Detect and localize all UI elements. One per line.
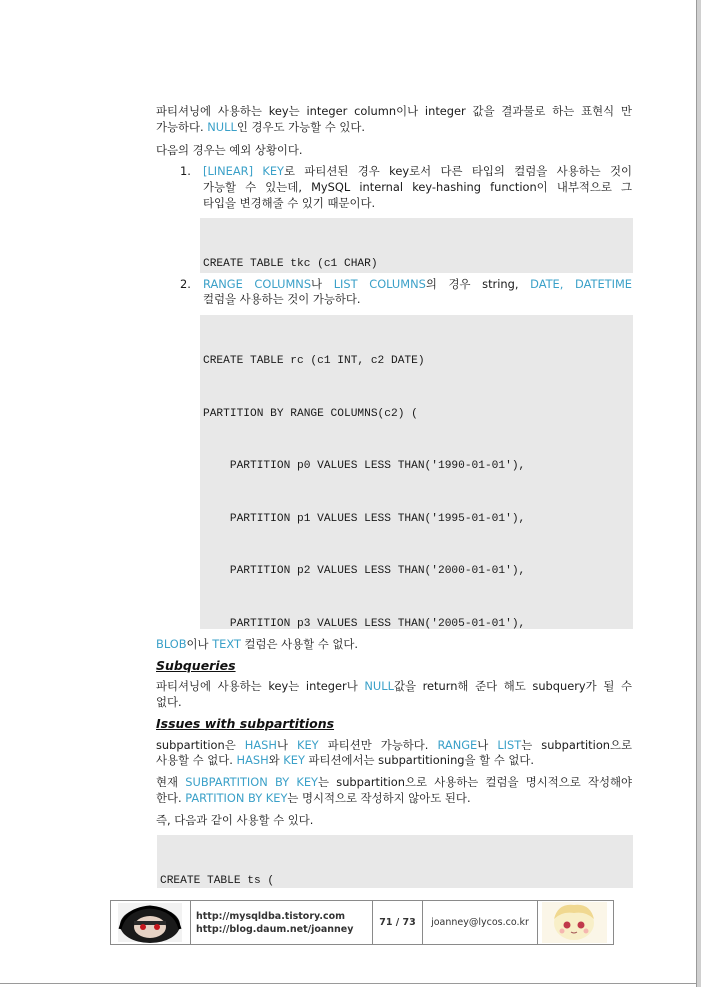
subpartitions-p2-line-1: 현재 SUBPARTITION BY KEY는 subpartition으로 사용하는 컬럼을 명시적으로 작성해야 (156, 775, 632, 789)
code-block-subpartition-example (157, 835, 633, 888)
code-line: PARTITION BY RANGE COLUMNS(c2) ( (203, 407, 418, 420)
cute-character-icon (538, 901, 611, 944)
intro-line-2: 가능하다. NULL인 경우도 가능할 수 있다. (156, 120, 365, 134)
subpartitions-p2-line-2: 한다. PARTITION BY KEY는 명시적으로 작성하지 않아도 된다. (156, 791, 471, 805)
code-line: PARTITION p3 VALUES LESS THAN('2005-01-01'), (203, 617, 526, 629)
subqueries-line-1: 파티셔닝에 사용하는 key는 integer나 NULL값을 return해 준다 해도 subquery가 될 수 (156, 679, 632, 693)
blog-link-tistory[interactable]: http://mysqldba.tistory.com (196, 911, 345, 922)
list-number-1: 1. (180, 164, 191, 178)
blog-link-daum[interactable]: http://blog.daum.net/joanney (196, 924, 354, 935)
list-number-2: 2. (180, 277, 191, 291)
item1-line-1: [LINEAR] KEY로 파티션된 경우 key로서 다른 타입의 컬럼을 사용하는 것이 (203, 164, 632, 178)
code-line: PARTITION p1 VALUES LESS THAN('1995-01-01'), (203, 512, 526, 525)
subpartitions-p3: 즉, 다음과 같이 사용할 수 있다. (156, 813, 314, 827)
dark-character-icon (111, 901, 189, 944)
subqueries-heading: Subqueries (156, 658, 236, 673)
footer-links (191, 901, 373, 944)
item2-line-1: RANGE COLUMNS나 LIST COLUMNS의 경우 string, DATE, DATETIME (203, 277, 632, 291)
item1-line-2: 가능할 수 있는데, MySQL internal key-hashing function이 내부적으로 그 (203, 180, 632, 194)
code-line: PARTITION p2 VALUES LESS THAN('2000-01-01'), (203, 565, 526, 577)
code-block-key-example (200, 218, 633, 273)
code-line: PARTITION p0 VALUES LESS THAN('1990-01-01'), (203, 460, 526, 472)
blob-text-note: BLOB이나 TEXT 컬럼은 사용할 수 없다. (156, 637, 359, 651)
code-line: CREATE TABLE rc (c1 INT, c2 DATE) (203, 355, 425, 367)
subqueries-line-2: 없다. (156, 695, 182, 709)
exception-intro: 다음의 경우는 예외 상황이다. (156, 143, 303, 157)
author-avatar (111, 901, 191, 944)
item2-line-2: 컬럼을 사용하는 것이 가능하다. (203, 292, 361, 306)
code-block-columns-example (200, 315, 633, 629)
item1-line-3: 타입을 변경해줄 수 있기 때문이다. (203, 196, 376, 210)
code-line: CREATE TABLE ts ( (160, 875, 275, 887)
page-edge-bottom (0, 983, 697, 984)
code-line: CREATE TABLE tkc (c1 CHAR) (203, 258, 378, 270)
subpartitions-p1-line-2: 사용할 수 없다. HASH와 KEY 파티션에서는 subpartitioning을 할 수 없다. (156, 753, 535, 767)
page-footer (110, 900, 614, 945)
page-shadow (697, 0, 701, 987)
author-email[interactable]: joanney@lycos.co.kr (423, 901, 538, 944)
mascot-image (538, 901, 613, 944)
subpartitions-heading: Issues with subpartitions (156, 716, 335, 731)
page-number: 71 / 73 (373, 901, 423, 944)
subpartitions-p1-line-1: subpartition은 HASH나 KEY 파티션만 가능하다. RANGE나 LIST는 subpartition으로 (156, 738, 633, 752)
intro-line-1: 파티셔닝에 사용하는 key는 integer column이나 integer 값을 결과물로 하는 표현식 만 (156, 104, 632, 118)
